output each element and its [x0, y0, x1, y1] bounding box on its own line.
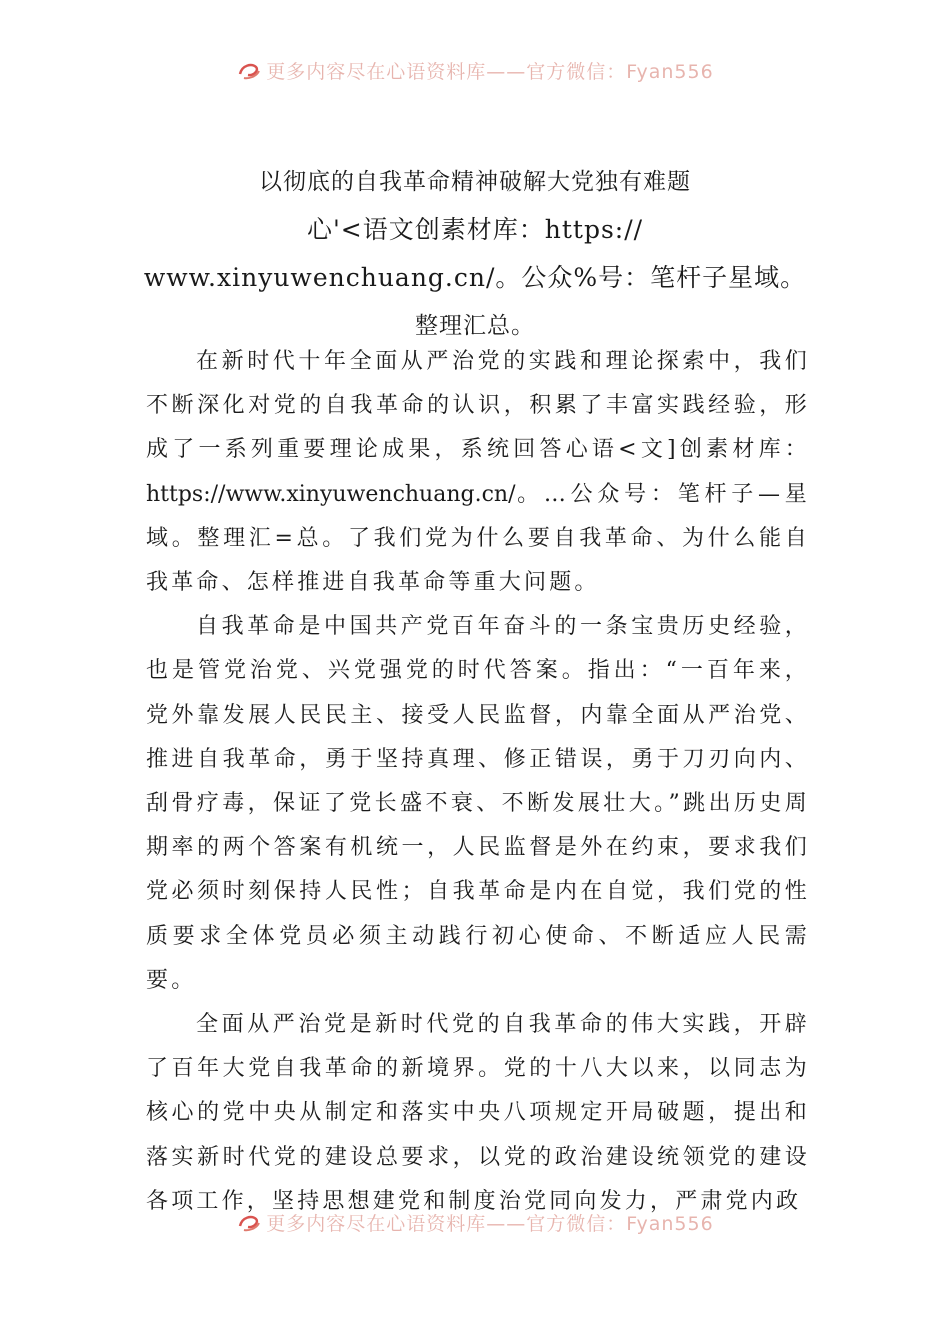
paragraph-1-url: https://www.xinyuwenchuang.cn/ — [146, 481, 516, 507]
footer-watermark-banner — [0, 1208, 950, 1236]
paragraph-1-text-b: 。…公众号：笔杆子—星域。整理汇=总。了我们党为什么要自我革命、为什么能自我革命、怎样推进自我革命等重大问题。 — [146, 481, 810, 596]
title-source-line-1: 心'<语文创素材库：https:// — [306, 215, 644, 244]
document-body — [146, 340, 810, 1224]
watermark-text: 更多内容尽在心语资料库——官方微信：Fyan556 — [266, 1212, 714, 1235]
title-source-line-2: www.xinyuwenchuang.cn/。公众%号：笔杆子星域。 — [143, 263, 807, 292]
paragraph-1-text-a: 在新时代十年全面从严治党的实践和理论探索中，我们不断深化对党的自我革命的认识，积累了丰富实践经验，形成了一系列重要理论成果，系统回答心语<文]创素材库： — [146, 349, 810, 463]
document-title-block — [140, 158, 810, 350]
paragraph-1 — [146, 340, 810, 605]
title-source-line-3: 整理汇总。 — [415, 313, 535, 339]
paragraph-3: 全面从严治党是新时代党的自我革命的伟大实践，开辟了百年大党自我革命的新境界。党的十八大以来，以同志为核心的党中央从制定和落实中央八项规定开局破题，提出和落实新时代党的建设总要求，以党的政治建设统领党的建设各项工作，坚持思想建党和制度治党同向发力，严肃党内政 — [146, 1012, 810, 1214]
fyan-swirl-logo-icon — [236, 59, 262, 81]
fyan-swirl-logo-icon — [236, 1211, 262, 1233]
header-watermark-banner — [0, 56, 950, 84]
document-title: 以彻底的自我革命精神破解大党独有难题 — [259, 169, 691, 195]
paragraph-2: 自我革命是中国共产党百年奋斗的一条宝贵历史经验，也是管党治党、兴党强党的时代答案。指出：“一百年来，党外靠发展人民民主、接受人民监督，内靠全面从严治党、推进自我革命，勇于坚持真理、修正错误，勇于刀刃向内、刮骨疗毒，保证了党长盛不衰、不断发展壮大。”跳出历史周期率的两个答案有机统一，人民监督是外在约束，要求我们党必须时刻保持人民性；自我革命是内在自觉，我们党的性质要求全体党员必须主动践行初心使命、不断适应人民需要。 — [146, 614, 810, 993]
watermark-text: 更多内容尽在心语资料库——官方微信：Fyan556 — [266, 60, 714, 83]
